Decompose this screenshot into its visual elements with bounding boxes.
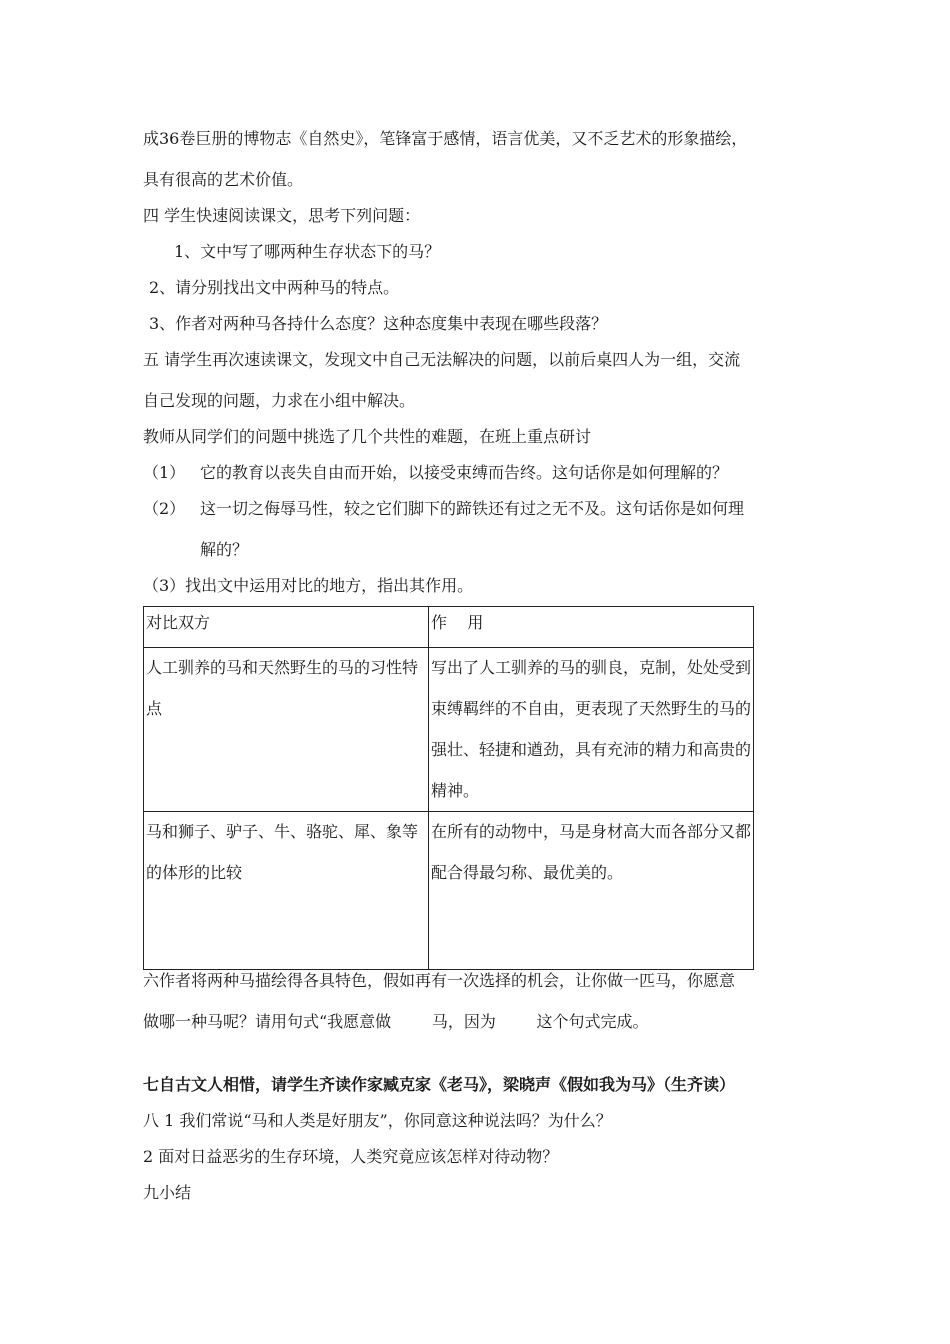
table-cell — [144, 648, 429, 812]
table-row — [144, 812, 754, 970]
section-heading-eight: 八 1 我们常说“马和人类是好朋友”，你同意这种说法吗？为什么？ — [143, 1111, 612, 1130]
question-item: 3、作者对两种马各持什么态度？这种态度集中表现在哪些段落？ — [149, 314, 608, 333]
discussion-item-text: 这一切之侮辱马性，较之它们脚下的蹄铁还有过之无不及。这句话你是如何理 — [200, 499, 745, 518]
cell-text: 马和狮子、驴子、牛、骆驼、犀、象等的体形的比较 — [146, 822, 419, 882]
discussion-item: （3）找出文中运用对比的地方，指出其作用。 — [143, 576, 474, 595]
table-row — [144, 648, 754, 812]
discussion-item-text: 解的？ — [200, 540, 249, 559]
table-header-cell: 对比双方 — [144, 607, 429, 648]
paragraph-line: 成36卷巨册的博物志《自然史》，笔锋富于感情，语言优美，又不乏艺术的形象描绘， — [143, 129, 748, 148]
section-heading-seven: 七自古文人相惜，请学生齐读作家臧克家《老马》，梁晓声《假如我为马》（生齐读） — [143, 1075, 736, 1094]
table-header-cell: 作 用 — [429, 607, 754, 648]
table-cell — [429, 812, 754, 970]
paragraph-line: 教师从同学们的问题中挑选了几个共性的难题，在班上重点研讨 — [143, 427, 592, 446]
paragraph-line: 自己发现的问题，力求在小组中解决。 — [143, 391, 416, 410]
cell-text: 在所有的动物中，马是身材高大而各部分又都配合得最匀称、最优美的。 — [431, 822, 752, 882]
discussion-item-number: （2） — [143, 499, 186, 518]
discussion-item-text: 它的教育以丧失自由而开始，以接受束缚而告终。这句话你是如何理解的？ — [200, 463, 729, 482]
paragraph-line: 2 面对日益恶劣的生存环境，人类究竟应该怎样对待动物？ — [143, 1147, 559, 1166]
question-item: 1、文中写了哪两种生存状态下的马？ — [174, 242, 441, 261]
comparison-table — [143, 606, 754, 970]
paragraph-line: 做哪一种马呢？请用句式“我愿意做 马，因为 这个句式完成。 — [143, 1012, 649, 1031]
section-heading-five: 五 请学生再次速读课文，发现文中自己无法解决的问题，以前后桌四人为一组，交流 — [143, 350, 741, 369]
question-item: 2、请分别找出文中两种马的特点。 — [149, 278, 400, 297]
table-cell — [429, 648, 754, 812]
paragraph-line: 具有很高的艺术价值。 — [143, 170, 304, 189]
discussion-item-number: （1） — [143, 463, 186, 482]
section-heading-six: 六作者将两种马描绘得各具特色，假如再有一次选择的机会，让你做一匹马，你愿意 — [143, 971, 736, 990]
section-heading-four: 四 学生快速阅读课文，思考下列问题： — [143, 206, 421, 225]
section-heading-nine: 九小结 — [143, 1183, 192, 1202]
cell-text: 写出了人工驯养的马的驯良，克制，处处受到束缚羁绊的不自由，更表现了天然野生的马的强壮、轻捷和遒劲，具有充沛的精力和高贵的精神。 — [431, 658, 752, 800]
cell-text: 人工驯养的马和天然野生的马的习性特点 — [146, 658, 419, 718]
table-header-row — [144, 607, 754, 648]
table-cell — [144, 812, 429, 970]
